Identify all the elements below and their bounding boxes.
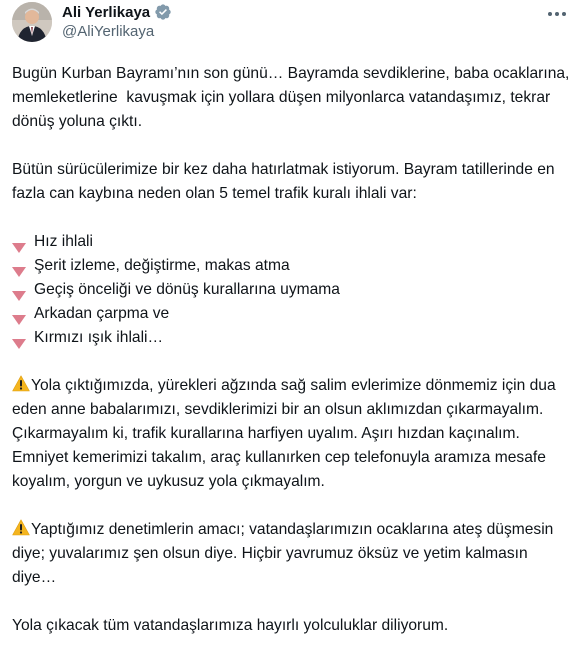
red-triangle-down-icon (12, 309, 26, 319)
list-item-label: Geçiş önceliği ve dönüş kurallarına uymama (34, 281, 340, 298)
handle[interactable]: @AliYerlikaya (62, 23, 155, 40)
warning-icon (12, 519, 30, 536)
more-options-icon (547, 11, 567, 17)
paragraph-closing: Yola çıkacak tüm vatandaşlarımıza hayırlı yolculuklar diliyorum. (12, 617, 449, 634)
more-options-button[interactable] (545, 4, 569, 24)
red-triangle-down-icon (12, 333, 26, 343)
red-triangle-down-icon (12, 261, 26, 271)
warning-icon (12, 375, 30, 392)
name-row (62, 2, 172, 22)
list-item-label: Kırmızı ışık ihlali… (34, 329, 164, 346)
author-identity (62, 2, 172, 40)
list-item (12, 254, 574, 278)
list-item-label: Şerit izleme, değiştirme, makas atma (34, 257, 290, 274)
paragraph-reminder: Bütün sürücülerimize bir kez daha hatırlatmak istiyorum. Bayram tatillerinde en fazla can kaybına neden olan 5 temel trafik kuralı ihlali var: (12, 161, 559, 202)
avatar[interactable] (12, 2, 52, 42)
list-item (12, 278, 574, 302)
list-item-label: Arkadan çarpma ve (34, 305, 170, 322)
display-name[interactable]: Ali Yerlikaya (62, 3, 151, 21)
tweet-header (10, 0, 575, 52)
paragraph-intro: Bugün Kurban Bayramı’nın son günü… Bayramda sevdiklerine, baba ocaklarına, memleketlerine kavuşmak için yollara düşen milyonlarca vatandaşımız, tekrar dönüş yoluna çıktı. (12, 65, 574, 130)
avatar-icon (12, 2, 52, 42)
traffic-rules-list (12, 230, 574, 350)
paragraph-warning-2-text: Yaptığımız denetimlerin amacı; vatandaşlarımızın ocaklarına ateş düşmesin diye; yuvalarımız şen olsun diye. Hiçbir yavrumuz öksüz ve yetim kalmasın diye… (12, 521, 558, 586)
red-triangle-down-icon (12, 285, 26, 295)
list-item (12, 326, 574, 350)
paragraph-warning-1-text: Yola çıktığımızda, yürekleri ağzında sağ salim evlerimize dönmemiz için dua eden anne babalarımızı, sevdiklerimizi bir an olsun aklımızdan çıkarmayalım. Çıkarmayalım ki, trafik kurallarına harfiyen uyalım. Aşırı hızdan kaçınalım. Emniyet kemerimizi takalım, araç kullanırken cep telefonuyla aramıza mesafe koyalım, yorgun ve uykusuz yola çıkmayalım. (12, 377, 560, 490)
tweet-text (12, 62, 574, 638)
list-item (12, 230, 574, 254)
paragraph-warning-1 (12, 374, 574, 494)
paragraph-warning-2 (12, 518, 574, 590)
list-item-label: Hız ihlali (34, 233, 93, 250)
red-triangle-down-icon (12, 237, 26, 247)
list-item (12, 302, 574, 326)
verified-badge-icon (154, 3, 172, 21)
